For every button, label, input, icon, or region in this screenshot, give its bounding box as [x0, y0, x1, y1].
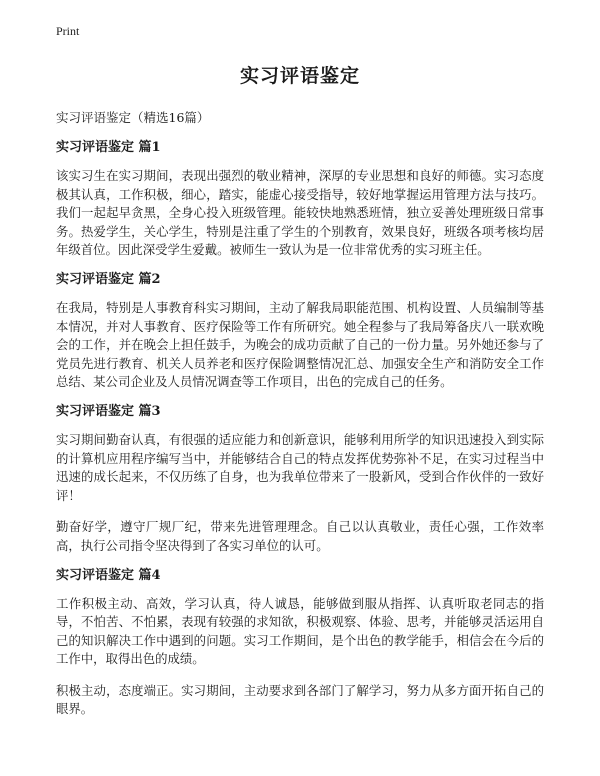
section-paragraph: 积极主动，态度端正。实习期间，主动要求到各部门了解学习，努力从多方面开拓自己的眼界。 [56, 682, 544, 717]
page-title: 实习评语鉴定 [239, 65, 360, 87]
document-subtitle: 实习评语鉴定（精选16篇） [56, 110, 210, 125]
section-heading: 实习评语鉴定 篇3 [56, 403, 161, 419]
section-2 [56, 271, 544, 392]
section-paragraph: 在我局，特别是人事教育科实习期间，主动了解我局职能范围、机构设置、人员编制等基本情况，并对人事教育、医疗保险等工作有所研究。她全程参与了我局筹备庆八一联欢晚会的工作，并在晚会上担任鼓手，为晚会的成功贡献了自己的一份力量。另外她还参与了党员先进行教育、机关人员养老和医疗保险调整情况汇总、加强安全生产和消防安全工作总结、某公司企业及人员情况调查等工作项目，出色的完成自己的任务。 [56, 299, 544, 390]
section-heading: 实习评语鉴定 篇1 [56, 140, 161, 155]
section-paragraph: 勤奋好学，遵守厂规厂纪，带来先进管理理念。自己以认真敬业，责任心强，工作效率高，执行公司指令坚决得到了各实习单位的认可。 [56, 519, 544, 553]
section-heading: 实习评语鉴定 篇4 [56, 567, 161, 583]
section-1 [56, 139, 544, 260]
section-4 [56, 567, 544, 720]
section-3 [56, 403, 544, 556]
section-paragraph: 工作积极主动、高效，学习认真，待人诚恳，能够做到服从指挥、认真听取老同志的指导，不怕苦、不怕累，表现有较强的求知欲，积极观察、体验、思考，并能够灵活运用自己的知识解决工作中遇到的问题。实习工作期间，是个出色的教学能手，相信会在今后的工作中，取得出色的成绩。 [56, 595, 544, 667]
section-paragraph: 实习期间勤奋认真，有很强的适应能力和创新意识，能够利用所学的知识迅速投入到实际的计算机应用程序编写当中，并能够结合自己的特点发挥优势弥补不足，在实习过程当中迅速的成长起来，不仅历练了自身，也为我单位带来了一股新风，受到合作伙伴的一致好评！ [56, 431, 544, 503]
print-link[interactable]: Print [56, 24, 80, 38]
section-heading: 实习评语鉴定 篇2 [56, 271, 161, 287]
section-paragraph: 该实习生在实习期间，表现出强烈的敬业精神，深厚的专业思想和良好的师德。实习态度极其认真，工作积极，细心，踏实，能虚心接受指导，较好地掌握运用管理方法与技巧。我们一起起早贪黑，全身心投入班级管理。能较快地熟悉班情，独立妥善处理班级日常事务。热爱学生，关心学生，特别是注重了学生的个别教育，效果良好，班级各项考核均居年级首位。因此深受学生爱戴。被师生一致认为是一位非常优秀的实习班主任。 [56, 168, 544, 258]
